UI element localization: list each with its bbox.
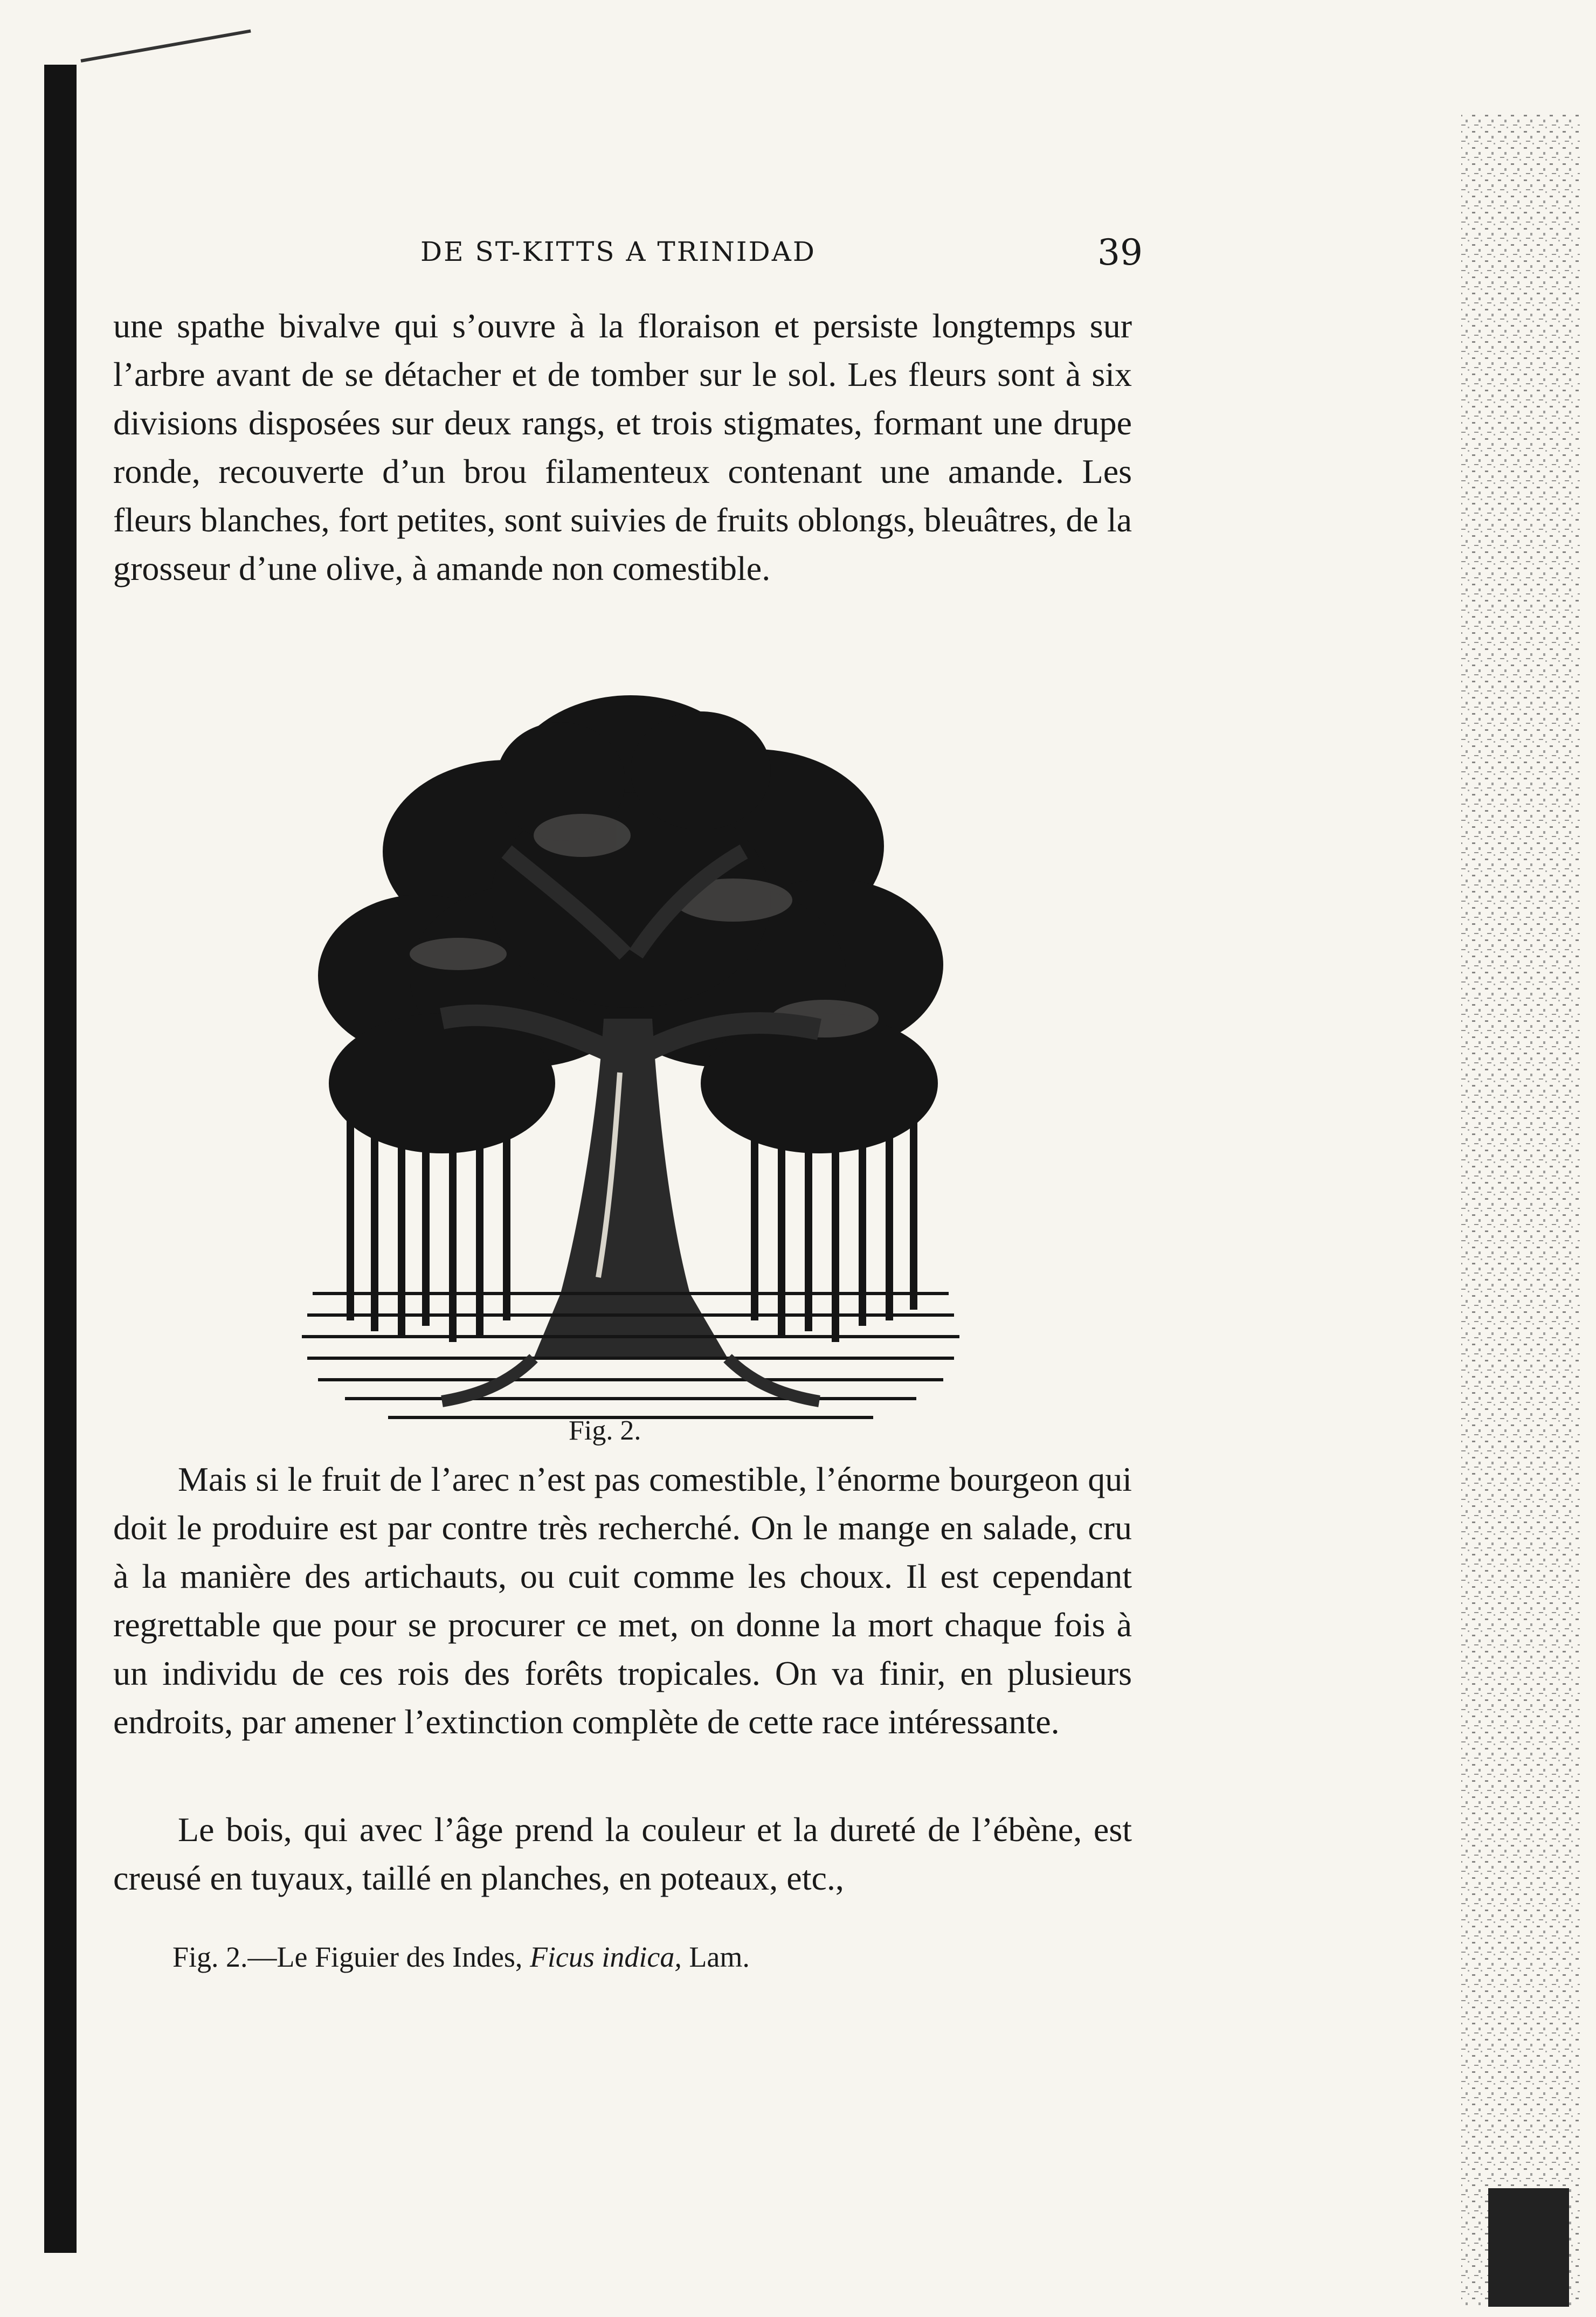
figure-caption <box>172 1940 750 1974</box>
banyan-tree-icon <box>280 674 981 1428</box>
adjacent-page-edge <box>1445 113 1596 2307</box>
figure-illustration <box>280 674 981 1428</box>
caption-author: Lam. <box>689 1941 750 1973</box>
body-paragraph-2: Mais si le fruit de l’arec n’est pas comestible, l’énorme bourgeon qui doit le produire est par contre très recherché. On le mange en salade, cru à la manière des artichauts, ou cuit comme les choux. Il est cependant regrettable que pour se procurer ce met, on donne la mort chaque fois à un individu de ces rois des forêts tropicales. On va finir, en plusieurs endroits, par amener l’extinction complète de cette race intéressante. <box>113 1460 1132 1741</box>
body-paragraph-1: une spathe bivalve qui s’ouvre à la floraison et persiste longtemps sur l’arbre avant de se détacher et de tomber sur le sol. Les fleurs sont à six divisions disposées sur deux rangs, et trois stigmates, formant une drupe ronde, recouverte d’un brou filamenteux contenant une amande. Les fleurs blanches, fort petites, sont suivies de fruits oblongs, bleuâtres, de la grosseur d’une olive, à amande non comestible. <box>113 307 1132 587</box>
running-title: DE ST-KITTS A TRINIDAD <box>420 236 816 267</box>
pen-mark <box>80 29 251 62</box>
caption-prefix: Fig. 2.—Le Figuier des Indes, <box>172 1941 523 1973</box>
binding-shadow <box>44 65 77 2253</box>
page-header <box>108 232 1143 280</box>
caption-species: Ficus indica, <box>529 1941 682 1973</box>
page-number: 39 <box>1097 232 1143 273</box>
body-paragraph-3: Le bois, qui avec l’âge prend la couleur et la dureté de l’ébène, est creusé en tuyaux, taillé en planches, en poteaux, etc., <box>113 1810 1132 1897</box>
figure-label: Fig. 2. <box>569 1415 641 1446</box>
